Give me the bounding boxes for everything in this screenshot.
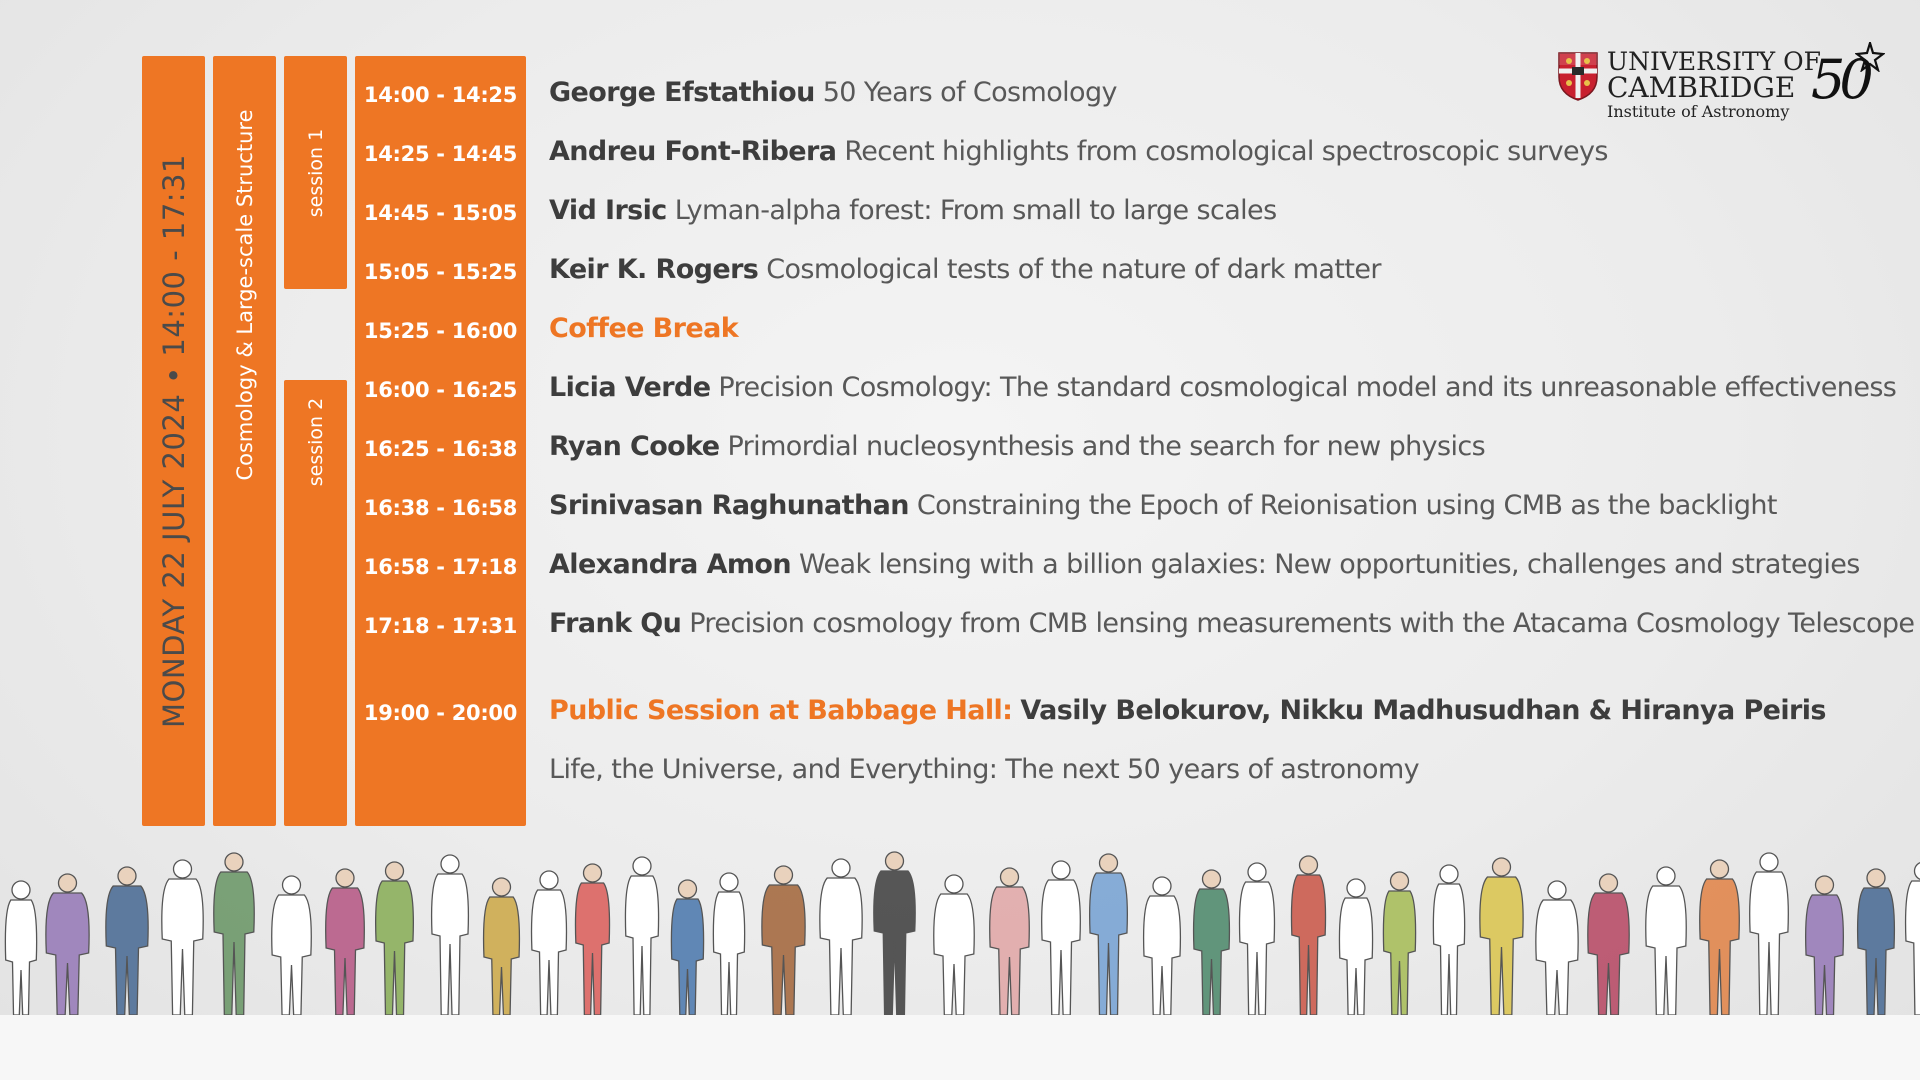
speaker-name: George Efstathiou [549,77,815,108]
talk-title: Primordial nucleosynthesis and the search for new physics [727,431,1486,462]
crowd-illustration [0,835,1920,1015]
time-slot: 16:38 - 16:58 [363,496,518,520]
talk-title: 50 Years of Cosmology [822,77,1117,108]
time-slot: 14:25 - 14:45 [363,142,518,166]
person-figure [214,853,254,1015]
time-slot: 16:25 - 16:38 [363,437,518,461]
person-figure [762,866,805,1015]
person-figure [874,852,915,1015]
public-session-speakers: Vasily Belokurov, Nikku Madhusudhan & Hiranya Peiris [1020,695,1826,726]
person-figure [106,867,148,1015]
person-figure [1042,861,1081,1015]
anniversary-text: 50 [1811,48,1868,111]
speaker-name: Licia Verde [549,372,711,403]
person-figure [1194,870,1230,1015]
person-figure [820,859,862,1015]
speaker-name: Frank Qu [549,608,682,639]
anniversary-logo [1807,42,1887,122]
speaker-name: Keir K. Rogers [549,254,759,285]
person-figure [1646,867,1686,1015]
session1-bar [284,56,347,289]
speaker-name: Srinivasan Raghunathan [549,490,909,521]
person-figure [1383,872,1415,1015]
speaker-name: Vid Irsic [549,195,667,226]
person-figure [1858,869,1895,1015]
time-slot: 17:18 - 17:31 [363,614,518,638]
talk-title: Precision cosmology from CMB lensing measurements with the Atacama Cosmology Telescope [689,608,1915,639]
person-figure [484,878,520,1015]
person-figure [376,862,414,1015]
talk-title: Constraining the Epoch of Reionisation using CMB as the backlight [916,490,1777,521]
public-session-title: Life, the Universe, and Everything: The next 50 years of astronomy [549,754,1420,785]
person-figure [46,874,89,1015]
person-figure [1339,879,1372,1015]
talk-row [549,431,1485,462]
person-figure [1144,877,1181,1015]
date-bar [142,56,205,826]
person-figure [326,869,365,1015]
talk-row [549,254,1381,285]
session1-label: session 1 [304,128,327,217]
speaker-name: Andreu Font-Ribera [549,136,837,167]
date-label: MONDAY 22 JULY 2024 • 14:00 - 17:31 [156,154,191,728]
person-figure [1588,874,1629,1015]
talk-row [549,77,1117,108]
session2-bar [284,380,347,826]
talk-row [549,608,1914,639]
public-session-row [549,695,1826,726]
talk-title: Cosmological tests of the nature of dark matter [766,254,1381,285]
person-figure [990,868,1030,1015]
theme-label: Cosmology & Large-scale Structure [232,109,257,481]
public-session-title-row [549,754,1419,785]
time-slot: 16:58 - 17:18 [363,555,518,579]
person-figure [671,880,703,1015]
person-figure [5,881,36,1015]
person-figure [625,857,658,1015]
logo-line1: UNIVERSITY OF [1607,47,1821,76]
talk-title: Lyman-alpha forest: From small to large scales [674,195,1277,226]
logo-subtitle: Institute of Astronomy [1607,102,1790,121]
cambridge-crest-icon [1557,51,1599,101]
talk-title: Weak lensing with a billion galaxies: New opportunities, challenges and strategies [798,549,1860,580]
star-icon [1855,42,1885,72]
person-figure [1480,858,1523,1015]
talk-row [549,549,1860,580]
person-figure [1906,862,1920,1015]
logo-line2: CAMBRIDGE [1607,71,1796,104]
time-slot: 14:45 - 15:05 [363,201,518,225]
talk-row [549,136,1608,167]
person-figure [1750,853,1789,1015]
speaker-name: Alexandra Amon [549,549,791,580]
public-session-label: Public Session at Babbage Hall: [549,695,1013,726]
person-figure [532,871,567,1015]
person-figure [272,876,312,1015]
cambridge-logo [1555,47,1885,124]
time-slot: 15:05 - 15:25 [363,260,518,284]
talk-title: Recent highlights from cosmological spectroscopic surveys [844,136,1608,167]
speaker-name: Ryan Cooke [549,431,720,462]
time-slot: 14:00 - 14:25 [363,83,518,107]
person-figure [162,860,203,1015]
person-figure [1806,876,1844,1015]
person-figure [432,855,469,1015]
person-figure [575,864,609,1015]
talk-title: Precision Cosmology: The standard cosmological model and its unreasonable effectiveness [718,372,1897,403]
person-figure [1090,854,1128,1015]
person-figure [934,875,974,1015]
time-slot: 15:25 - 16:00 [363,319,518,343]
person-figure [1536,881,1578,1015]
person-figure [1291,856,1325,1015]
logo-text [1607,47,1821,104]
person-figure [1240,863,1275,1015]
coffee-break-row [549,313,738,344]
theme-bar [213,56,276,826]
person-figure [713,873,744,1015]
coffee-break-label: Coffee Break [549,313,739,344]
talk-row [549,372,1896,403]
person-figure [1433,865,1464,1015]
time-slot: 16:00 - 16:25 [363,378,518,402]
talk-row [549,195,1277,226]
session2-label: session 2 [304,398,327,487]
floor [0,1015,1920,1080]
person-figure [1700,860,1740,1015]
talk-row [549,490,1777,521]
time-slot-public: 19:00 - 20:00 [363,701,518,725]
